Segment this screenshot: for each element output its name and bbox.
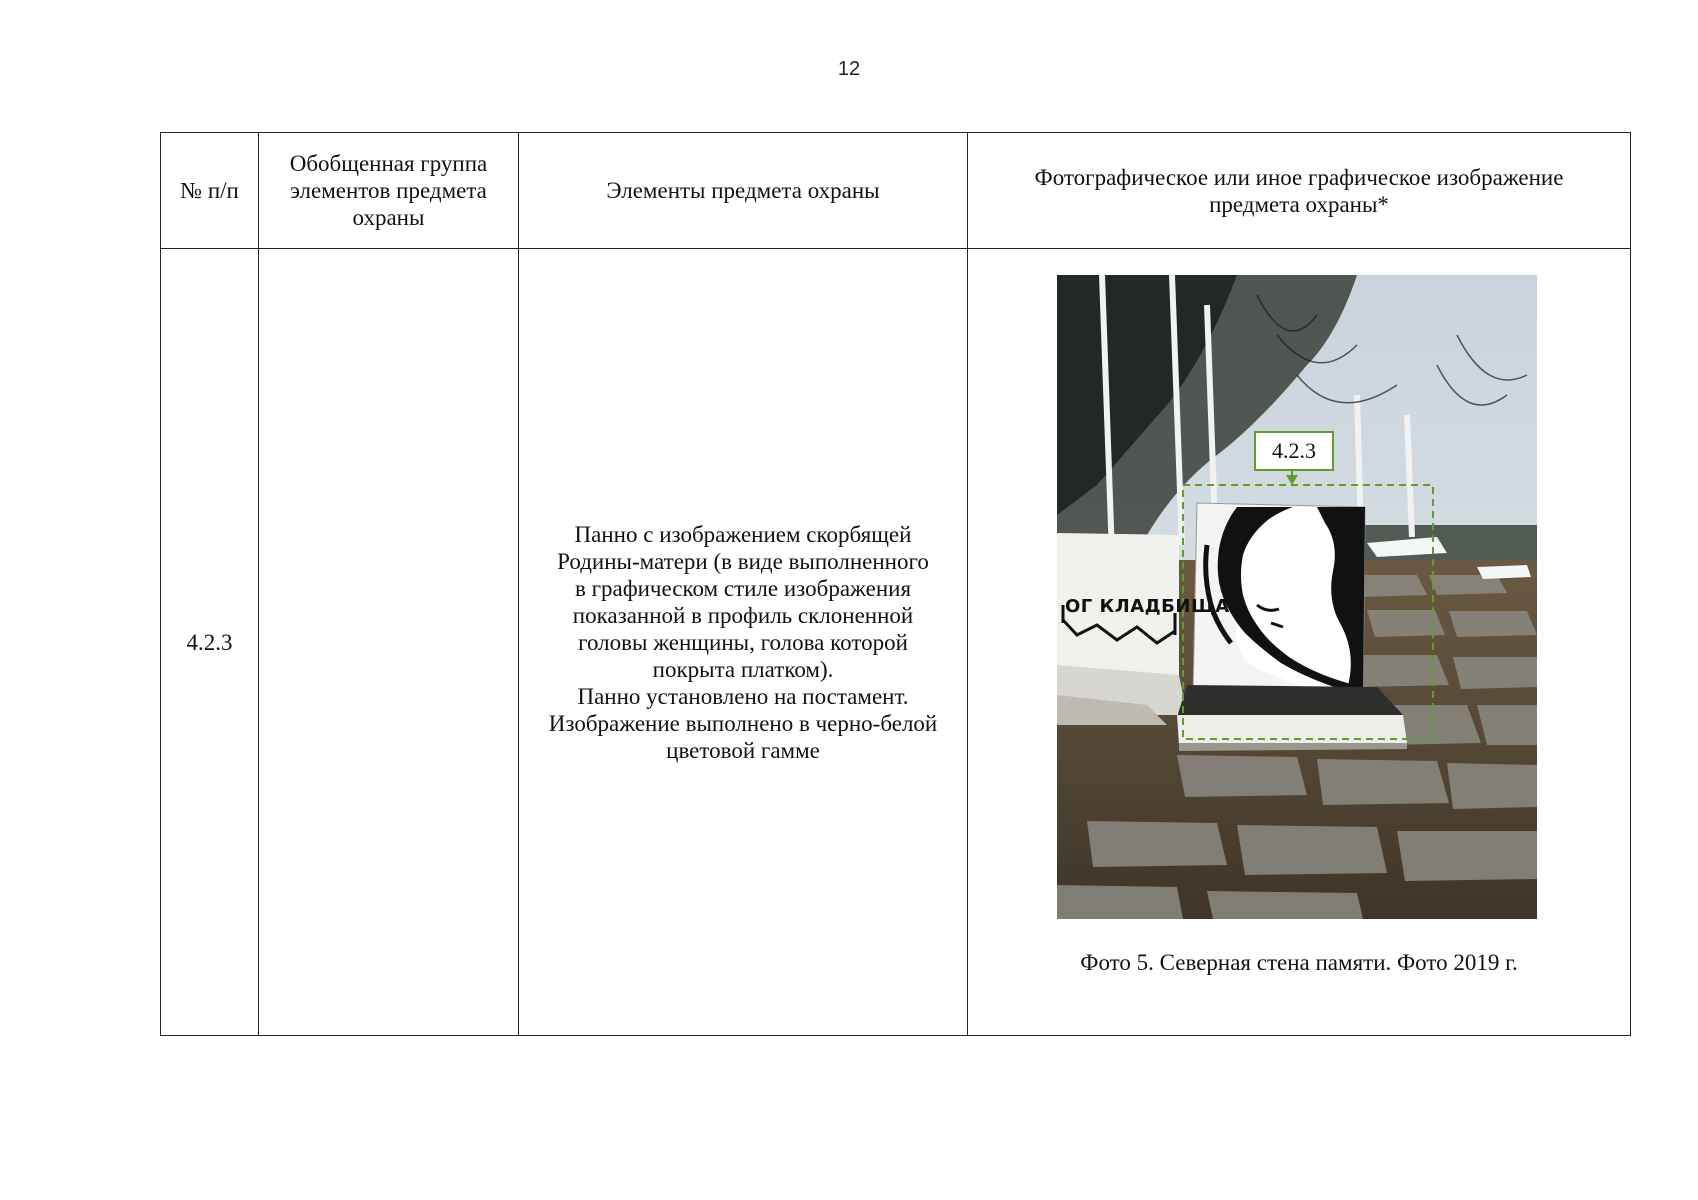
description-line: в графическом стиле изображения [574, 575, 912, 601]
table-row [161, 249, 1631, 1036]
protection-elements-table [160, 132, 1631, 1036]
description-line: Панно установлено на постамент. [577, 683, 909, 709]
description-line: цветовой гамме [666, 737, 820, 763]
row-group [259, 249, 519, 1036]
description-line: головы женщины, голова которой [578, 629, 908, 655]
photo-caption: Фото 5. Северная стена памяти. Фото 2019 г. [1080, 950, 1518, 975]
description-line: Родины-матери (в виде выполненного [557, 548, 929, 574]
row-elements [519, 249, 968, 1036]
page-number: 12 [837, 58, 861, 80]
row-photo [968, 249, 1631, 1036]
description-line: показанной в профиль склоненной [572, 602, 914, 628]
header-photo: Фотографическое или иное графическое изображение предмета охраны* [968, 133, 1631, 249]
memorial-photo [1057, 275, 1537, 919]
description-line: покрыта платком). [652, 656, 834, 682]
table-header-row [161, 133, 1631, 249]
header-number: № п/п [161, 133, 259, 249]
row-number: 4.2.3 [161, 249, 259, 1036]
wall-inscription: ОГ КЛАДБИЩА [1065, 596, 1230, 617]
description-line: Изображение выполнено в черно-белой [548, 710, 938, 736]
header-elements: Элементы предмета охраны [519, 133, 968, 249]
description-line: Панно с изображением скорбящей [574, 521, 912, 547]
callout-label: 4.2.3 [1254, 431, 1334, 471]
element-description [527, 521, 959, 764]
header-group: Обобщенная группа элементов предмета охраны [259, 133, 519, 249]
